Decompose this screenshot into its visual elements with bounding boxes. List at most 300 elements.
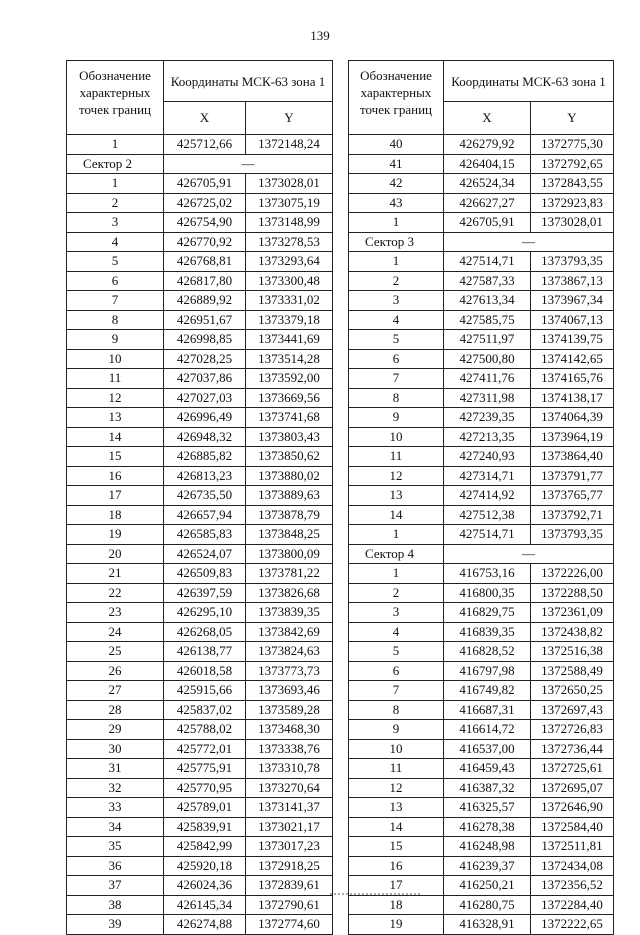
x-coordinate-cell: 425788,02	[164, 720, 246, 740]
x-coordinate-cell: 427240,93	[444, 447, 531, 467]
points-label-header: Обозначение характерных точек границ	[349, 61, 444, 135]
x-coordinate-cell: 416248,98	[444, 837, 531, 857]
point-number-cell: 1	[349, 252, 444, 272]
sector-row	[349, 232, 614, 252]
y-coordinate-cell: 1372584,40	[531, 817, 614, 837]
table-row	[349, 856, 614, 876]
y-column-header: Y	[246, 102, 333, 135]
point-number-cell: 2	[349, 271, 444, 291]
point-number-cell: 8	[349, 388, 444, 408]
x-coordinate-cell: 426996,49	[164, 408, 246, 428]
x-coordinate-cell: 427411,76	[444, 369, 531, 389]
point-number-cell: 8	[349, 700, 444, 720]
point-number-cell: 31	[67, 759, 164, 779]
y-coordinate-cell: 1373293,64	[246, 252, 333, 272]
x-column-header: X	[444, 102, 531, 135]
x-coordinate-cell: 427213,35	[444, 427, 531, 447]
table-row	[349, 271, 614, 291]
point-number-cell: 3	[67, 213, 164, 233]
table-body-left	[67, 135, 333, 935]
point-number-cell: 38	[67, 895, 164, 915]
point-number-cell: 7	[67, 291, 164, 311]
x-coordinate-cell: 426268,05	[164, 622, 246, 642]
y-coordinate-cell: 1372434,08	[531, 856, 614, 876]
y-coordinate-cell: 1373880,02	[246, 466, 333, 486]
x-coordinate-cell: 425789,01	[164, 798, 246, 818]
x-coordinate-cell: 426018,58	[164, 661, 246, 681]
point-number-cell: 19	[349, 915, 444, 935]
table-row	[349, 681, 614, 701]
point-number-cell: 1	[67, 135, 164, 155]
sector-dash: —	[444, 544, 614, 564]
y-coordinate-cell: 1373878,79	[246, 505, 333, 525]
table-row	[349, 213, 614, 233]
y-coordinate-cell: 1372839,61	[246, 876, 333, 896]
point-number-cell: 7	[349, 369, 444, 389]
table-row	[67, 271, 333, 291]
table-row	[67, 759, 333, 779]
x-coordinate-cell: 416239,37	[444, 856, 531, 876]
point-number-cell: 35	[67, 837, 164, 857]
table-body-right	[349, 135, 614, 935]
point-number-cell: 5	[349, 330, 444, 350]
x-coordinate-cell: 426585,83	[164, 525, 246, 545]
table-row	[67, 739, 333, 759]
y-coordinate-cell: 1373765,77	[531, 486, 614, 506]
point-number-cell: 13	[349, 798, 444, 818]
y-coordinate-cell: 1372695,07	[531, 778, 614, 798]
table-row	[67, 310, 333, 330]
point-number-cell: 22	[67, 583, 164, 603]
y-coordinate-cell: 1373842,69	[246, 622, 333, 642]
table-row	[67, 720, 333, 740]
table-row	[67, 193, 333, 213]
x-coordinate-cell: 426885,82	[164, 447, 246, 467]
table-row	[349, 622, 614, 642]
table-row	[349, 525, 614, 545]
table-row	[67, 876, 333, 896]
x-coordinate-cell: 425920,18	[164, 856, 246, 876]
y-coordinate-cell: 1373773,73	[246, 661, 333, 681]
y-coordinate-cell: 1372650,25	[531, 681, 614, 701]
y-coordinate-cell: 1373028,01	[246, 174, 333, 194]
point-number-cell: 1	[349, 564, 444, 584]
x-coordinate-cell: 416387,32	[444, 778, 531, 798]
point-number-cell: 12	[349, 778, 444, 798]
table-row	[349, 486, 614, 506]
table-row	[349, 564, 614, 584]
x-coordinate-cell: 427613,34	[444, 291, 531, 311]
table-row	[349, 369, 614, 389]
x-coordinate-cell: 427037,86	[164, 369, 246, 389]
y-coordinate-cell: 1373441,69	[246, 330, 333, 350]
table-row	[349, 193, 614, 213]
table-row	[349, 447, 614, 467]
y-coordinate-cell: 1373468,30	[246, 720, 333, 740]
y-coordinate-cell: 1373300,48	[246, 271, 333, 291]
point-number-cell: 29	[67, 720, 164, 740]
point-number-cell: 33	[67, 798, 164, 818]
x-coordinate-cell: 427514,71	[444, 252, 531, 272]
x-coordinate-cell: 416797,98	[444, 661, 531, 681]
y-coordinate-cell: 1372774,60	[246, 915, 333, 935]
table-row	[349, 759, 614, 779]
x-coordinate-cell: 425772,01	[164, 739, 246, 759]
table-row	[349, 408, 614, 428]
point-number-cell: 1	[67, 174, 164, 194]
sector-label: Сектор 3	[349, 232, 444, 252]
y-coordinate-cell: 1372438,82	[531, 622, 614, 642]
x-coordinate-cell: 426998,85	[164, 330, 246, 350]
y-coordinate-cell: 1373848,25	[246, 525, 333, 545]
x-coordinate-cell: 416328,91	[444, 915, 531, 935]
y-coordinate-cell: 1372284,40	[531, 895, 614, 915]
point-number-cell: 14	[67, 427, 164, 447]
y-coordinate-cell: 1372511,81	[531, 837, 614, 857]
table-row	[67, 564, 333, 584]
x-coordinate-cell: 426274,88	[164, 915, 246, 935]
point-number-cell: 14	[349, 817, 444, 837]
x-coordinate-cell: 416250,21	[444, 876, 531, 896]
x-coordinate-cell: 426279,92	[444, 135, 531, 155]
x-coordinate-cell: 416325,57	[444, 798, 531, 818]
x-coordinate-cell: 426770,92	[164, 232, 246, 252]
x-coordinate-cell: 427511,97	[444, 330, 531, 350]
table-row	[67, 349, 333, 369]
table-row	[349, 778, 614, 798]
point-number-cell: 40	[349, 135, 444, 155]
y-coordinate-cell: 1373075,19	[246, 193, 333, 213]
y-coordinate-cell: 1373589,28	[246, 700, 333, 720]
y-coordinate-cell: 1373021,17	[246, 817, 333, 837]
y-coordinate-cell: 1374138,17	[531, 388, 614, 408]
x-coordinate-cell: 425842,99	[164, 837, 246, 857]
table-row	[349, 661, 614, 681]
y-column-header: Y	[531, 102, 614, 135]
point-number-cell: 11	[67, 369, 164, 389]
point-number-cell: 30	[67, 739, 164, 759]
point-number-cell: 25	[67, 642, 164, 662]
x-coordinate-cell: 427514,71	[444, 525, 531, 545]
y-coordinate-cell: 1373864,40	[531, 447, 614, 467]
y-coordinate-cell: 1372918,25	[246, 856, 333, 876]
x-coordinate-cell: 416278,38	[444, 817, 531, 837]
x-coordinate-cell: 416828,52	[444, 642, 531, 662]
x-coordinate-cell: 426948,32	[164, 427, 246, 447]
y-coordinate-cell: 1372923,83	[531, 193, 614, 213]
point-number-cell: 15	[349, 837, 444, 857]
y-coordinate-cell: 1373741,68	[246, 408, 333, 428]
x-coordinate-cell: 416537,00	[444, 739, 531, 759]
coordinates-table-left	[66, 60, 333, 935]
point-number-cell: 11	[349, 447, 444, 467]
x-coordinate-cell: 426397,59	[164, 583, 246, 603]
table-row	[349, 583, 614, 603]
x-coordinate-cell: 416839,35	[444, 622, 531, 642]
y-coordinate-cell: 1372725,61	[531, 759, 614, 779]
y-coordinate-cell: 1373867,13	[531, 271, 614, 291]
table-row	[349, 603, 614, 623]
y-coordinate-cell: 1373669,56	[246, 388, 333, 408]
x-coordinate-cell: 426735,50	[164, 486, 246, 506]
point-number-cell: 14	[349, 505, 444, 525]
point-number-cell: 4	[349, 622, 444, 642]
table-row	[349, 174, 614, 194]
point-number-cell: 10	[349, 427, 444, 447]
y-coordinate-cell: 1373793,35	[531, 525, 614, 545]
point-number-cell: 18	[67, 505, 164, 525]
table-row	[67, 525, 333, 545]
y-coordinate-cell: 1372361,09	[531, 603, 614, 623]
y-coordinate-cell: 1372775,30	[531, 135, 614, 155]
point-number-cell: 1	[349, 213, 444, 233]
y-coordinate-cell: 1373270,64	[246, 778, 333, 798]
x-coordinate-cell: 416753,16	[444, 564, 531, 584]
table-row	[67, 661, 333, 681]
point-number-cell: 43	[349, 193, 444, 213]
point-number-cell: 12	[67, 388, 164, 408]
y-coordinate-cell: 1374139,75	[531, 330, 614, 350]
table-row	[67, 427, 333, 447]
y-coordinate-cell: 1373781,22	[246, 564, 333, 584]
table-row	[67, 622, 333, 642]
point-number-cell: 17	[349, 876, 444, 896]
table-row	[349, 915, 614, 935]
table-row	[349, 739, 614, 759]
points-label-header: Обозначение характерных точек границ	[67, 61, 164, 135]
coordinates-group-header: Координаты МСК-63 зона 1	[444, 61, 614, 102]
point-number-cell: 24	[67, 622, 164, 642]
y-coordinate-cell: 1372697,43	[531, 700, 614, 720]
y-coordinate-cell: 1372288,50	[531, 583, 614, 603]
table-row	[349, 388, 614, 408]
point-number-cell: 36	[67, 856, 164, 876]
x-coordinate-cell: 416749,82	[444, 681, 531, 701]
x-coordinate-cell: 426768,81	[164, 252, 246, 272]
y-coordinate-cell: 1373803,43	[246, 427, 333, 447]
point-number-cell: 4	[67, 232, 164, 252]
table-row	[67, 369, 333, 389]
table-row	[67, 700, 333, 720]
table-row	[349, 135, 614, 155]
x-coordinate-cell: 416280,75	[444, 895, 531, 915]
point-number-cell: 7	[349, 681, 444, 701]
y-coordinate-cell: 1373141,37	[246, 798, 333, 818]
table-row	[67, 798, 333, 818]
y-coordinate-cell: 1373826,68	[246, 583, 333, 603]
table-row	[67, 583, 333, 603]
table-row	[349, 310, 614, 330]
point-number-cell: 8	[67, 310, 164, 330]
x-coordinate-cell: 426404,15	[444, 154, 531, 174]
table-row	[349, 252, 614, 272]
y-coordinate-cell: 1372726,83	[531, 720, 614, 740]
x-coordinate-cell: 427314,71	[444, 466, 531, 486]
x-coordinate-cell: 425839,91	[164, 817, 246, 837]
table-row	[67, 778, 333, 798]
y-coordinate-cell: 1373791,77	[531, 466, 614, 486]
table-row	[67, 291, 333, 311]
point-number-cell: 1	[349, 525, 444, 545]
table-row	[349, 154, 614, 174]
y-coordinate-cell: 1372356,52	[531, 876, 614, 896]
point-number-cell: 19	[67, 525, 164, 545]
x-coordinate-cell: 427587,33	[444, 271, 531, 291]
table-row	[349, 817, 614, 837]
x-coordinate-cell: 426657,94	[164, 505, 246, 525]
table-row	[67, 174, 333, 194]
table-row	[67, 466, 333, 486]
table-row	[67, 837, 333, 857]
y-coordinate-cell: 1372843,55	[531, 174, 614, 194]
x-coordinate-cell: 427512,38	[444, 505, 531, 525]
table-row	[67, 486, 333, 506]
point-number-cell: 10	[349, 739, 444, 759]
point-number-cell: 41	[349, 154, 444, 174]
table-row	[67, 817, 333, 837]
table-row	[349, 642, 614, 662]
y-coordinate-cell: 1373592,00	[246, 369, 333, 389]
point-number-cell: 9	[67, 330, 164, 350]
y-coordinate-cell: 1374165,76	[531, 369, 614, 389]
x-coordinate-cell: 426138,77	[164, 642, 246, 662]
y-coordinate-cell: 1373793,35	[531, 252, 614, 272]
x-coordinate-cell: 426951,67	[164, 310, 246, 330]
x-coordinate-cell: 426725,02	[164, 193, 246, 213]
point-number-cell: 13	[349, 486, 444, 506]
table-row	[67, 408, 333, 428]
y-coordinate-cell: 1372646,90	[531, 798, 614, 818]
point-number-cell: 21	[67, 564, 164, 584]
table-row	[349, 330, 614, 350]
page-number: 139	[310, 28, 330, 43]
x-coordinate-cell: 426889,92	[164, 291, 246, 311]
x-coordinate-cell: 425770,95	[164, 778, 246, 798]
x-coordinate-cell: 427414,92	[444, 486, 531, 506]
y-coordinate-cell: 1373693,46	[246, 681, 333, 701]
y-coordinate-cell: 1372736,44	[531, 739, 614, 759]
y-coordinate-cell: 1372226,00	[531, 564, 614, 584]
table-row	[67, 330, 333, 350]
x-column-header: X	[164, 102, 246, 135]
y-coordinate-cell: 1373967,34	[531, 291, 614, 311]
x-coordinate-cell: 426509,83	[164, 564, 246, 584]
point-number-cell: 16	[349, 856, 444, 876]
coordinates-table-right	[348, 60, 614, 935]
x-coordinate-cell: 426145,34	[164, 895, 246, 915]
x-coordinate-cell: 427585,75	[444, 310, 531, 330]
table-row	[67, 213, 333, 233]
point-number-cell: 6	[67, 271, 164, 291]
y-coordinate-cell: 1373331,02	[246, 291, 333, 311]
x-coordinate-cell: 416459,43	[444, 759, 531, 779]
point-number-cell: 17	[67, 486, 164, 506]
point-number-cell: 12	[349, 466, 444, 486]
point-number-cell: 3	[349, 291, 444, 311]
table-row	[349, 349, 614, 369]
point-number-cell: 27	[67, 681, 164, 701]
point-number-cell: 10	[67, 349, 164, 369]
table-row	[67, 447, 333, 467]
point-number-cell: 23	[67, 603, 164, 623]
table-row	[349, 291, 614, 311]
y-coordinate-cell: 1373379,18	[246, 310, 333, 330]
x-coordinate-cell: 426524,34	[444, 174, 531, 194]
table-row	[67, 232, 333, 252]
y-coordinate-cell: 1373017,23	[246, 837, 333, 857]
y-coordinate-cell: 1373964,19	[531, 427, 614, 447]
x-coordinate-cell: 426754,90	[164, 213, 246, 233]
point-number-cell: 34	[67, 817, 164, 837]
x-coordinate-cell: 426813,23	[164, 466, 246, 486]
table-row	[67, 642, 333, 662]
point-number-cell: 9	[349, 408, 444, 428]
table-row	[349, 720, 614, 740]
x-coordinate-cell: 427500,80	[444, 349, 531, 369]
y-coordinate-cell: 1373792,71	[531, 505, 614, 525]
point-number-cell: 6	[349, 661, 444, 681]
y-coordinate-cell: 1373839,35	[246, 603, 333, 623]
y-coordinate-cell: 1373310,78	[246, 759, 333, 779]
y-coordinate-cell: 1373028,01	[531, 213, 614, 233]
x-coordinate-cell: 426817,80	[164, 271, 246, 291]
y-coordinate-cell: 1373338,76	[246, 739, 333, 759]
coordinates-group-header: Координаты МСК-63 зона 1	[164, 61, 333, 102]
y-coordinate-cell: 1373889,63	[246, 486, 333, 506]
table-row	[67, 135, 333, 155]
x-coordinate-cell: 426524,07	[164, 544, 246, 564]
point-number-cell: 11	[349, 759, 444, 779]
x-coordinate-cell: 427311,98	[444, 388, 531, 408]
x-coordinate-cell: 427239,35	[444, 408, 531, 428]
table-row	[349, 466, 614, 486]
x-coordinate-cell: 426295,10	[164, 603, 246, 623]
x-coordinate-cell: 425837,02	[164, 700, 246, 720]
x-coordinate-cell: 426705,91	[164, 174, 246, 194]
table-row	[349, 837, 614, 857]
sector-label: Сектор 2	[67, 154, 164, 174]
point-number-cell: 18	[349, 895, 444, 915]
point-number-cell: 28	[67, 700, 164, 720]
point-number-cell: 6	[349, 349, 444, 369]
sector-dash: —	[164, 154, 333, 174]
point-number-cell: 13	[67, 408, 164, 428]
y-coordinate-cell: 1372148,24	[246, 135, 333, 155]
x-coordinate-cell: 416687,31	[444, 700, 531, 720]
point-number-cell: 2	[67, 193, 164, 213]
y-coordinate-cell: 1373824,63	[246, 642, 333, 662]
table-row	[349, 427, 614, 447]
table-row	[67, 856, 333, 876]
y-coordinate-cell: 1372588,49	[531, 661, 614, 681]
sector-label: Сектор 4	[349, 544, 444, 564]
y-coordinate-cell: 1372222,65	[531, 915, 614, 935]
sector-row	[349, 544, 614, 564]
point-number-cell: 37	[67, 876, 164, 896]
sector-dash: —	[444, 232, 614, 252]
y-coordinate-cell: 1373148,99	[246, 213, 333, 233]
x-coordinate-cell: 416800,35	[444, 583, 531, 603]
point-number-cell: 39	[67, 915, 164, 935]
y-coordinate-cell: 1374064,39	[531, 408, 614, 428]
x-coordinate-cell: 425712,66	[164, 135, 246, 155]
y-coordinate-cell: 1373850,62	[246, 447, 333, 467]
table-row	[67, 252, 333, 272]
table-row	[67, 915, 333, 935]
y-coordinate-cell: 1373800,09	[246, 544, 333, 564]
point-number-cell: 16	[67, 466, 164, 486]
y-coordinate-cell: 1373278,53	[246, 232, 333, 252]
